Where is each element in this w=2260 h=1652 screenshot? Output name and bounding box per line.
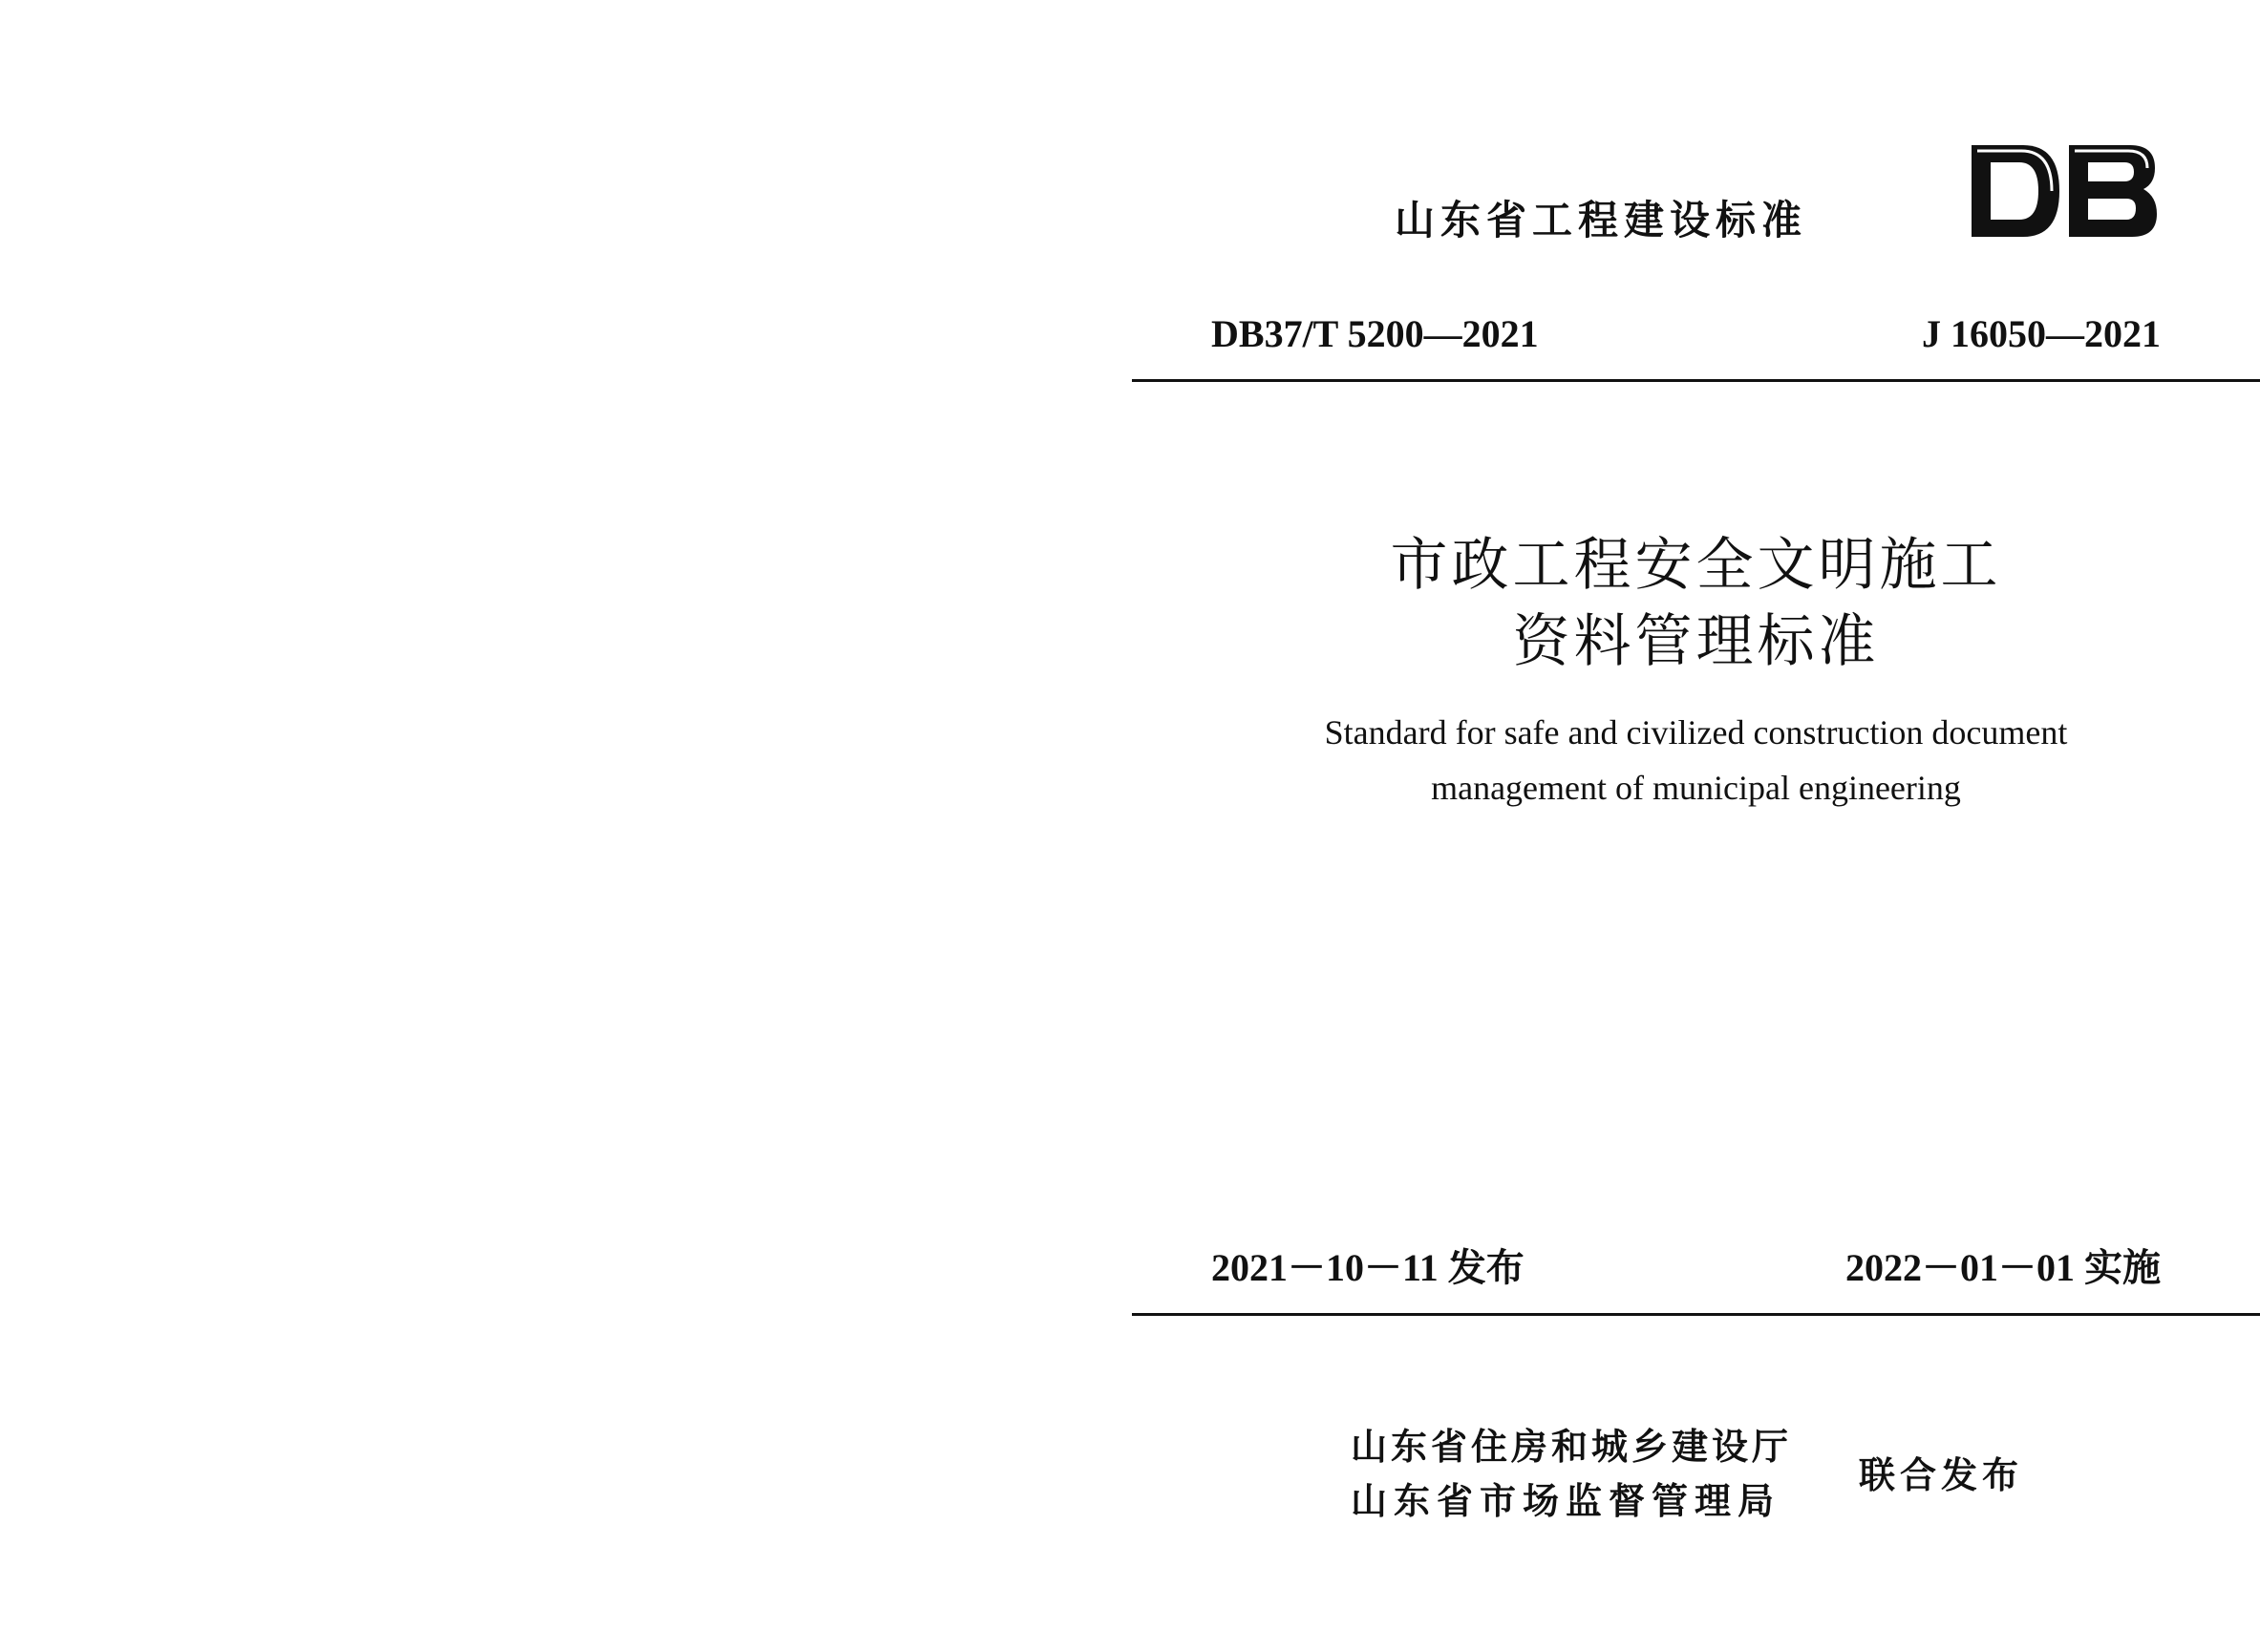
publisher-housing-dept: 山东省住房和城乡建设厅	[1351, 1426, 1793, 1468]
issue-label: 发布	[1447, 1246, 1524, 1290]
publisher-market-bureau: 山东省市场监督管理局	[1351, 1480, 1781, 1522]
chinese-title	[1132, 527, 2260, 680]
effective-date: 2022－01－01	[1845, 1246, 2075, 1289]
bottom-divider	[1132, 1313, 2260, 1316]
standard-series-title: 山东省工程建设标准	[1395, 197, 1808, 244]
standard-code: DB37/T 5200—2021	[1211, 312, 1539, 355]
db-logo	[1968, 141, 2161, 241]
issue-date: 2021－10－11	[1211, 1246, 1439, 1289]
top-divider	[1132, 379, 2260, 382]
issue-date-block	[1211, 1238, 1524, 1292]
english-title	[1132, 705, 2260, 815]
title-line-2: 资料管理标准	[1512, 608, 1880, 675]
joint-publish-label: 联合发布	[1859, 1454, 2024, 1496]
record-code: J 16050—2021	[1922, 312, 2161, 355]
english-title-line-1: Standard for safe and civilized construction document	[1324, 713, 2068, 752]
effective-label: 实施	[2084, 1246, 2161, 1290]
effective-date-block	[1845, 1238, 2161, 1292]
title-line-1: 市政工程安全文明施工	[1390, 532, 2002, 599]
english-title-line-2: management of municipal engineering	[1431, 769, 1961, 807]
